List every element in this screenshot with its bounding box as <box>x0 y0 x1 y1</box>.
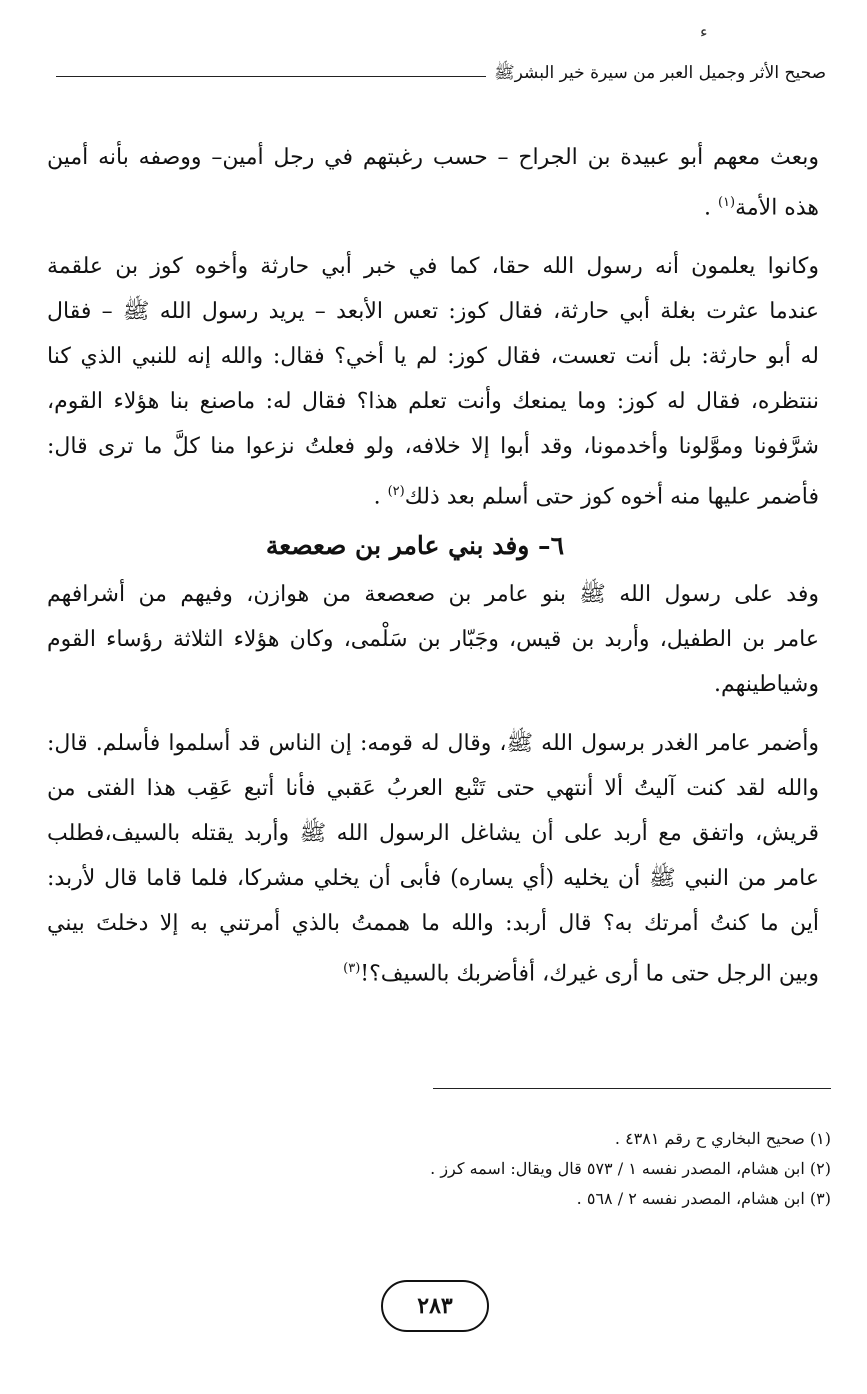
text-line: ننتظره، فقال له كوز: وما يمنعك وأنت تعلم هذا؟ فقال له: ماصنع بنا هؤلاء القوم، <box>47 389 819 415</box>
text-line: عندما عثرت بغلة أبي حارثة، فقال كوز: تعس الأبعد – يريد رسول الله ﷺ – فقال <box>47 299 819 325</box>
running-header <box>56 60 826 88</box>
footnote-ref: (٢) <box>387 484 405 500</box>
text-line: والله لقد كنت آليتُ ألا أنتهي حتى تَتْبع العربُ عَقبي فأنا أتبع عَقِب هذا الفتى من <box>47 775 819 801</box>
text-span: . <box>373 484 388 510</box>
text-line: وفد على رسول الله ﷺ بنو عامر بن صعصعة من هوازن، وفيهم من أشرافهم <box>47 581 819 607</box>
footnotes <box>51 1124 831 1214</box>
text-line: أين ما كنتُ أمرتك به؟ قال أربد: والله ما هممتُ بالذي أمرتني به إلا دخلتَ بيني <box>47 910 819 936</box>
text-line: وأضمر عامر الغدر برسول الله ﷺ، وقال له قومه: إن الناس قد أسلموا فأسلم. قال: <box>47 730 819 756</box>
text-line: وبعث معهم أبو عبيدة بن الجراح – حسب رغبتهم في رجل أمين– ووصفه بأنه أمين <box>47 145 819 170</box>
body-text <box>47 135 819 996</box>
text-span: وبين الرجل حتى ما أرى غيرك، أفأضربك بالسيف؟! <box>360 960 819 986</box>
footnote: (٣) ابن هشام، المصدر نفسه ٢ / ٥٦٨ . <box>576 1189 831 1208</box>
page-number-text: ٢٨٣ <box>417 1293 453 1319</box>
header-rule <box>56 76 486 77</box>
text-span: . <box>703 195 718 221</box>
corner-mark: ﺀ <box>700 22 708 41</box>
paragraph-gap <box>47 230 819 244</box>
text-line <box>47 180 819 230</box>
text-span: هذه الأمة <box>735 195 819 221</box>
footnote-ref: (٣) <box>343 960 361 976</box>
text-line: عامر من النبي ﷺ أن يخليه (أي يساره) فأبى أن يخلي مشركا، فلما قاما قال لأربد: <box>47 865 820 891</box>
paragraph-gap <box>47 707 819 721</box>
footnote-ref: (١) <box>717 195 736 210</box>
text-line: قريش، واتفق مع أربد على أن يشاغل الرسول الله ﷺ وأربد يقتله بالسيف،فطلب <box>47 820 819 846</box>
text-line <box>47 469 819 519</box>
text-span: فأضمر عليها منه أخوه كوز حتى أسلم بعد ذلك <box>404 484 819 510</box>
text-line: وكانوا يعلمون أنه رسول الله حقا، كما في خبر أبي حارثة وأخوه كوز بن علقمة <box>47 254 819 280</box>
text-line <box>47 946 819 996</box>
header-title: صحيح الأثر وجميل العبر من سيرة خير البشرﷺ <box>494 62 826 83</box>
footnote: (١) صحيح البخاري ح رقم ٤٣٨١ . <box>614 1129 831 1148</box>
text-line: شرَّفونا وموَّلونا وأخدمونا، وقد أبوا إلا خلافه، ولو فعلتُ نزعوا منا كلَّ ما ترى قال: <box>47 434 819 460</box>
footnote: (٢) ابن هشام، المصدر نفسه ١ / ٥٧٣ قال ويقال: اسمه كرز . <box>430 1159 831 1178</box>
section-heading: ٦– وفد بني عامر بن صعصعة <box>265 530 564 560</box>
text-line: عامر بن الطفيل، وأربد بن قيس، وجَبّار بن سَلْمى، وكان هؤلاء الثلاثة رؤساء القوم <box>47 626 819 652</box>
page-number <box>381 1280 489 1332</box>
footnote-separator <box>433 1088 831 1089</box>
text-line: له أبو حارثة: بل أنت تعست، فقال كوز: لم يا أخي؟ فقال: والله إنه للنبي الذي كنا <box>47 344 819 370</box>
text-line: وشياطينهم. <box>714 671 819 697</box>
